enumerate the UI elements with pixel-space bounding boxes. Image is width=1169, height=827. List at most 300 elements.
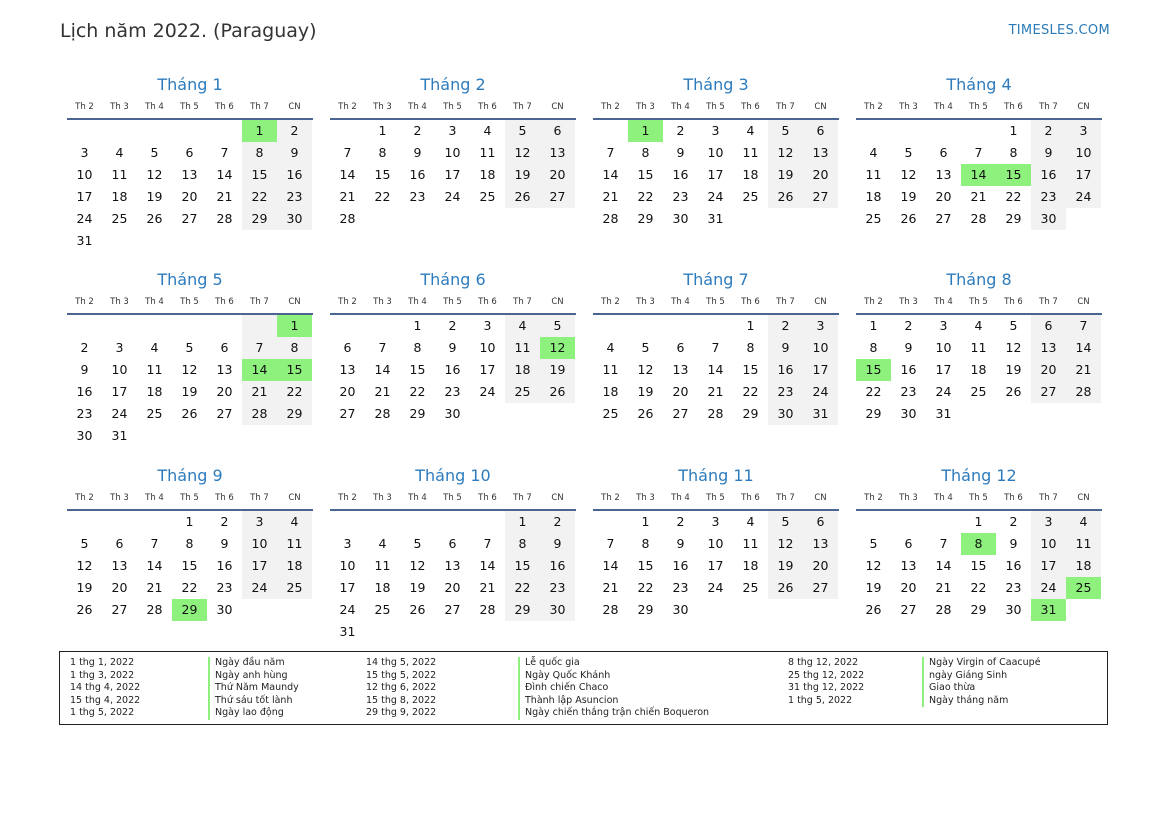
month-4 bbox=[856, 74, 1102, 230]
empty-cell bbox=[67, 511, 102, 533]
weekday-label: Th 2 bbox=[75, 102, 94, 112]
empty-cell bbox=[365, 208, 400, 230]
day-cell: 14 bbox=[1066, 337, 1101, 359]
day-cell: 13 bbox=[540, 142, 575, 164]
holiday-name: Ngày lao động bbox=[208, 707, 299, 720]
day-cell: 21 bbox=[602, 189, 619, 204]
weekday-label: Th 7 bbox=[513, 493, 532, 503]
day-cell: 29 bbox=[172, 599, 207, 621]
weekday-label: Th 2 bbox=[338, 297, 357, 307]
day-cell: 28 bbox=[339, 211, 356, 226]
weekday-label: Th 2 bbox=[864, 493, 883, 503]
day-cell: 3 bbox=[1031, 511, 1066, 533]
day-cell: 25 bbox=[277, 577, 312, 599]
day-cell: 18 bbox=[1066, 555, 1101, 577]
day-cell: 14 bbox=[707, 362, 724, 377]
empty-cell bbox=[435, 208, 470, 230]
day-cell: 30 bbox=[672, 602, 689, 617]
day-cell: 7 bbox=[1066, 315, 1101, 337]
day-cell: 14 bbox=[961, 164, 996, 186]
month-11 bbox=[593, 465, 839, 621]
day-cell: 16 bbox=[216, 558, 233, 573]
day-cell: 20 bbox=[111, 580, 128, 595]
holiday-name: Thứ sáu tốt lành bbox=[208, 695, 299, 708]
day-cell: 1 bbox=[628, 120, 663, 142]
day-cell: 18 bbox=[479, 167, 496, 182]
day-cell: 5 bbox=[413, 536, 422, 551]
site-link[interactable]: TIMESLES.COM bbox=[1008, 23, 1110, 38]
weekday-label: Th 2 bbox=[601, 297, 620, 307]
day-cell: 1 bbox=[1009, 123, 1018, 138]
day-cell: 12 bbox=[409, 558, 426, 573]
day-cell: 7 bbox=[606, 145, 615, 160]
day-cell: 2 bbox=[768, 315, 803, 337]
day-cell: 26 bbox=[409, 602, 426, 617]
day-cell: 28 bbox=[479, 602, 496, 617]
day-cell: 14 bbox=[374, 362, 391, 377]
day-cell: 4 bbox=[974, 318, 983, 333]
day-cell: 23 bbox=[540, 577, 575, 599]
day-grid bbox=[330, 315, 575, 425]
weekday-label: Th 2 bbox=[601, 102, 620, 112]
weekday-label: CN bbox=[551, 102, 564, 112]
holiday-name: ngày Giáng Sinh bbox=[922, 670, 1041, 683]
empty-cell bbox=[891, 511, 926, 533]
day-cell: 9 bbox=[768, 337, 803, 359]
day-cell: 25 bbox=[505, 381, 540, 403]
day-cell: 30 bbox=[768, 403, 803, 425]
day-cell: 15 bbox=[637, 558, 654, 573]
weekday-label: Th 6 bbox=[478, 493, 497, 503]
empty-cell bbox=[593, 120, 628, 142]
day-cell: 15 bbox=[970, 558, 987, 573]
day-cell: 9 bbox=[676, 145, 685, 160]
holiday-date: 25 thg 12, 2022 bbox=[788, 669, 865, 681]
day-cell: 15 bbox=[505, 555, 540, 577]
day-cell: 8 bbox=[378, 145, 387, 160]
day-cell: 3 bbox=[343, 536, 352, 551]
day-cell: 18 bbox=[146, 384, 163, 399]
day-cell: 11 bbox=[277, 533, 312, 555]
day-cell: 4 bbox=[746, 123, 755, 138]
day-cell: 13 bbox=[111, 558, 128, 573]
day-grid bbox=[593, 120, 838, 230]
day-cell: 9 bbox=[676, 536, 685, 551]
empty-cell bbox=[330, 315, 365, 337]
day-cell: 17 bbox=[479, 362, 496, 377]
weekday-label: CN bbox=[814, 102, 827, 112]
day-cell: 28 bbox=[374, 406, 391, 421]
day-cell: 22 bbox=[970, 580, 987, 595]
empty-cell bbox=[768, 208, 803, 230]
day-cell: 24 bbox=[444, 189, 461, 204]
day-cell: 8 bbox=[641, 536, 650, 551]
day-grid bbox=[593, 315, 838, 425]
day-cell: 21 bbox=[1066, 359, 1101, 381]
day-cell: 20 bbox=[803, 164, 838, 186]
day-cell: 28 bbox=[1066, 381, 1101, 403]
day-cell: 26 bbox=[146, 211, 163, 226]
day-cell: 16 bbox=[1031, 164, 1066, 186]
empty-cell bbox=[803, 599, 838, 621]
day-cell: 25 bbox=[146, 406, 163, 421]
holiday-date: 29 thg 9, 2022 bbox=[366, 707, 437, 719]
weekday-label: Th 2 bbox=[75, 297, 94, 307]
day-cell: 27 bbox=[216, 406, 233, 421]
day-cell: 2 bbox=[220, 514, 229, 529]
day-cell: 20 bbox=[181, 189, 198, 204]
empty-cell bbox=[768, 599, 803, 621]
day-cell: 17 bbox=[76, 189, 93, 204]
day-cell: 20 bbox=[444, 580, 461, 595]
weekday-label: Th 4 bbox=[671, 493, 690, 503]
day-cell: 3 bbox=[711, 123, 720, 138]
day-cell: 21 bbox=[216, 189, 233, 204]
day-cell: 19 bbox=[768, 555, 803, 577]
holiday-date: 1 thg 3, 2022 bbox=[70, 669, 135, 681]
holiday-date: 1 thg 1, 2022 bbox=[70, 657, 135, 668]
day-cell: 10 bbox=[76, 167, 93, 182]
day-cell: 17 bbox=[707, 167, 724, 182]
day-cell: 26 bbox=[768, 186, 803, 208]
empty-cell bbox=[172, 425, 207, 447]
day-cell: 18 bbox=[742, 558, 759, 573]
empty-cell bbox=[400, 208, 435, 230]
empty-cell bbox=[961, 403, 996, 425]
empty-cell bbox=[505, 208, 540, 230]
weekday-header bbox=[67, 291, 313, 315]
day-cell: 7 bbox=[939, 536, 948, 551]
weekday-label: Th 2 bbox=[864, 102, 883, 112]
weekday-label: Th 2 bbox=[601, 493, 620, 503]
day-cell: 29 bbox=[970, 602, 987, 617]
day-cell: 27 bbox=[672, 406, 689, 421]
day-cell: 13 bbox=[339, 362, 356, 377]
day-cell: 14 bbox=[935, 558, 952, 573]
empty-cell bbox=[540, 621, 575, 643]
day-cell: 30 bbox=[900, 406, 917, 421]
weekday-label: Th 3 bbox=[110, 493, 129, 503]
empty-cell bbox=[102, 120, 137, 142]
day-cell: 12 bbox=[865, 558, 882, 573]
day-cell: 20 bbox=[1031, 359, 1066, 381]
day-cell: 7 bbox=[711, 340, 720, 355]
weekday-label: Th 6 bbox=[741, 297, 760, 307]
weekday-label: Th 3 bbox=[110, 297, 129, 307]
empty-cell bbox=[365, 315, 400, 337]
weekday-label: Th 4 bbox=[408, 493, 427, 503]
day-cell: 19 bbox=[768, 164, 803, 186]
weekday-label: Th 6 bbox=[1004, 297, 1023, 307]
day-cell: 3 bbox=[80, 145, 89, 160]
day-cell: 15 bbox=[242, 164, 277, 186]
weekday-label: Th 3 bbox=[636, 493, 655, 503]
empty-cell bbox=[1031, 403, 1066, 425]
day-cell: 20 bbox=[339, 384, 356, 399]
day-cell: 5 bbox=[768, 511, 803, 533]
day-cell: 23 bbox=[1031, 186, 1066, 208]
day-cell: 23 bbox=[1005, 580, 1022, 595]
holiday-name: Lễ quốc gia bbox=[518, 657, 709, 670]
month-1 bbox=[67, 74, 313, 252]
month-5 bbox=[67, 269, 313, 447]
day-cell: 26 bbox=[540, 381, 575, 403]
day-cell: 10 bbox=[707, 145, 724, 160]
day-cell: 24 bbox=[479, 384, 496, 399]
day-cell: 12 bbox=[637, 362, 654, 377]
day-cell: 7 bbox=[483, 536, 492, 551]
day-cell: 30 bbox=[277, 208, 312, 230]
month-8 bbox=[856, 269, 1102, 425]
empty-cell bbox=[733, 208, 768, 230]
day-cell: 14 bbox=[479, 558, 496, 573]
day-cell: 19 bbox=[505, 164, 540, 186]
month-title: Tháng 4 bbox=[946, 75, 1012, 94]
day-cell: 15 bbox=[996, 164, 1031, 186]
holiday-list bbox=[59, 651, 1108, 725]
day-cell: 7 bbox=[606, 536, 615, 551]
day-cell: 4 bbox=[115, 145, 124, 160]
day-cell: 11 bbox=[1066, 533, 1101, 555]
day-grid bbox=[856, 315, 1101, 425]
day-cell: 20 bbox=[540, 164, 575, 186]
empty-cell bbox=[540, 403, 575, 425]
weekday-label: Th 5 bbox=[443, 102, 462, 112]
month-2 bbox=[330, 74, 576, 230]
day-grid bbox=[67, 315, 312, 447]
day-cell: 10 bbox=[935, 340, 952, 355]
day-cell: 8 bbox=[961, 533, 996, 555]
day-cell: 8 bbox=[242, 142, 277, 164]
weekday-label: Th 7 bbox=[250, 493, 269, 503]
day-cell: 4 bbox=[378, 536, 387, 551]
empty-cell bbox=[137, 511, 172, 533]
holiday-date: 1 thg 5, 2022 bbox=[788, 694, 853, 706]
day-cell: 7 bbox=[150, 536, 159, 551]
empty-cell bbox=[1066, 599, 1101, 621]
day-cell: 29 bbox=[637, 602, 654, 617]
day-cell: 27 bbox=[803, 186, 838, 208]
day-cell: 16 bbox=[672, 558, 689, 573]
weekday-label: Th 4 bbox=[671, 297, 690, 307]
empty-cell bbox=[698, 599, 733, 621]
weekday-header bbox=[593, 291, 839, 315]
day-cell: 9 bbox=[1009, 536, 1018, 551]
weekday-label: Th 3 bbox=[636, 102, 655, 112]
day-cell: 31 bbox=[803, 403, 838, 425]
day-cell: 13 bbox=[672, 362, 689, 377]
holiday-date: 14 thg 5, 2022 bbox=[366, 657, 437, 668]
day-cell: 27 bbox=[1031, 381, 1066, 403]
day-cell: 30 bbox=[1005, 602, 1022, 617]
day-cell: 19 bbox=[146, 189, 163, 204]
day-cell: 30 bbox=[76, 428, 93, 443]
day-cell: 16 bbox=[277, 164, 312, 186]
day-cell: 21 bbox=[479, 580, 496, 595]
day-cell: 15 bbox=[742, 362, 759, 377]
day-cell: 17 bbox=[242, 555, 277, 577]
day-cell: 29 bbox=[742, 406, 759, 421]
day-cell: 17 bbox=[1066, 164, 1101, 186]
empty-cell bbox=[172, 315, 207, 337]
day-cell: 6 bbox=[803, 120, 838, 142]
day-cell: 22 bbox=[505, 577, 540, 599]
weekday-label: Th 5 bbox=[969, 102, 988, 112]
day-cell: 26 bbox=[181, 406, 198, 421]
day-cell: 5 bbox=[1009, 318, 1018, 333]
weekday-label: Th 6 bbox=[478, 102, 497, 112]
empty-cell bbox=[365, 621, 400, 643]
day-cell: 29 bbox=[637, 211, 654, 226]
day-cell: 25 bbox=[111, 211, 128, 226]
day-cell: 30 bbox=[672, 211, 689, 226]
day-cell: 26 bbox=[637, 406, 654, 421]
day-cell: 27 bbox=[181, 211, 198, 226]
day-cell: 14 bbox=[339, 167, 356, 182]
day-cell: 31 bbox=[707, 211, 724, 226]
day-cell: 4 bbox=[150, 340, 159, 355]
day-cell: 1 bbox=[974, 514, 983, 529]
empty-cell bbox=[207, 315, 242, 337]
holiday-date: 31 thg 12, 2022 bbox=[788, 682, 865, 694]
day-cell: 12 bbox=[76, 558, 93, 573]
day-cell: 28 bbox=[216, 211, 233, 226]
empty-cell bbox=[996, 403, 1031, 425]
day-cell: 6 bbox=[540, 120, 575, 142]
day-cell: 17 bbox=[339, 580, 356, 595]
empty-cell bbox=[505, 621, 540, 643]
weekday-label: Th 7 bbox=[1039, 102, 1058, 112]
day-cell: 17 bbox=[707, 558, 724, 573]
day-cell: 8 bbox=[641, 145, 650, 160]
holiday-name: Đình chiến Chaco bbox=[518, 682, 709, 695]
day-cell: 11 bbox=[865, 167, 882, 182]
weekday-label: CN bbox=[1077, 297, 1090, 307]
empty-cell bbox=[330, 511, 365, 533]
day-cell: 2 bbox=[676, 123, 685, 138]
weekday-label: Th 6 bbox=[741, 102, 760, 112]
weekday-label: Th 5 bbox=[180, 493, 199, 503]
holiday-name: Giao thừa bbox=[922, 682, 1041, 695]
day-cell: 16 bbox=[900, 362, 917, 377]
empty-cell bbox=[961, 120, 996, 142]
day-cell: 13 bbox=[444, 558, 461, 573]
month-title: Tháng 11 bbox=[678, 466, 754, 485]
empty-cell bbox=[628, 315, 663, 337]
day-cell: 24 bbox=[935, 384, 952, 399]
day-cell: 25 bbox=[865, 211, 882, 226]
day-cell: 10 bbox=[444, 145, 461, 160]
month-title: Tháng 9 bbox=[157, 466, 223, 485]
weekday-label: Th 4 bbox=[934, 297, 953, 307]
day-cell: 29 bbox=[277, 403, 312, 425]
day-cell: 4 bbox=[606, 340, 615, 355]
day-cell: 2 bbox=[904, 318, 913, 333]
day-cell: 10 bbox=[707, 536, 724, 551]
holiday-name: Ngày anh hùng bbox=[208, 670, 299, 683]
day-cell: 23 bbox=[216, 580, 233, 595]
empty-cell bbox=[207, 230, 242, 252]
day-cell: 2 bbox=[1031, 120, 1066, 142]
weekday-label: Th 4 bbox=[408, 102, 427, 112]
empty-cell bbox=[102, 230, 137, 252]
empty-cell bbox=[137, 120, 172, 142]
day-cell: 1 bbox=[641, 514, 650, 529]
day-cell: 6 bbox=[1031, 315, 1066, 337]
weekday-label: Th 6 bbox=[215, 493, 234, 503]
holiday-date: 8 thg 12, 2022 bbox=[788, 657, 859, 668]
day-cell: 3 bbox=[1066, 120, 1101, 142]
weekday-label: Th 7 bbox=[776, 493, 795, 503]
day-cell: 28 bbox=[602, 211, 619, 226]
weekday-label: Th 3 bbox=[110, 102, 129, 112]
month-title: Tháng 1 bbox=[157, 75, 223, 94]
day-cell: 18 bbox=[602, 384, 619, 399]
day-cell: 16 bbox=[76, 384, 93, 399]
day-cell: 31 bbox=[339, 624, 356, 639]
empty-cell bbox=[540, 208, 575, 230]
day-cell: 5 bbox=[185, 340, 194, 355]
day-cell: 27 bbox=[900, 602, 917, 617]
day-cell: 1 bbox=[277, 315, 312, 337]
holiday-name: Ngày tháng năm bbox=[922, 695, 1041, 708]
day-cell: 6 bbox=[676, 340, 685, 355]
day-cell: 6 bbox=[939, 145, 948, 160]
day-cell: 19 bbox=[1005, 362, 1022, 377]
day-cell: 23 bbox=[768, 381, 803, 403]
day-cell: 11 bbox=[505, 337, 540, 359]
day-cell: 22 bbox=[181, 580, 198, 595]
day-cell: 14 bbox=[216, 167, 233, 182]
day-cell: 28 bbox=[602, 602, 619, 617]
empty-cell bbox=[137, 315, 172, 337]
weekday-label: CN bbox=[551, 297, 564, 307]
weekday-label: Th 5 bbox=[706, 102, 725, 112]
day-cell: 19 bbox=[540, 359, 575, 381]
holiday-date: 14 thg 4, 2022 bbox=[70, 682, 141, 694]
day-cell: 11 bbox=[970, 340, 987, 355]
day-cell: 8 bbox=[869, 340, 878, 355]
day-cell: 13 bbox=[216, 362, 233, 377]
day-cell: 15 bbox=[181, 558, 198, 573]
weekday-label: Th 4 bbox=[145, 297, 164, 307]
day-cell: 19 bbox=[181, 384, 198, 399]
day-cell: 29 bbox=[865, 406, 882, 421]
day-cell: 30 bbox=[216, 602, 233, 617]
day-cell: 12 bbox=[181, 362, 198, 377]
day-cell: 20 bbox=[935, 189, 952, 204]
day-cell: 6 bbox=[904, 536, 913, 551]
day-cell: 31 bbox=[111, 428, 128, 443]
day-cell: 24 bbox=[242, 577, 277, 599]
day-cell: 15 bbox=[277, 359, 312, 381]
weekday-header bbox=[67, 96, 313, 120]
weekday-label: CN bbox=[288, 102, 301, 112]
day-cell: 2 bbox=[448, 318, 457, 333]
day-cell: 1 bbox=[378, 123, 387, 138]
day-cell: 17 bbox=[935, 362, 952, 377]
holiday-dates-column bbox=[366, 657, 436, 720]
weekday-label: Th 2 bbox=[338, 102, 357, 112]
day-cell: 24 bbox=[111, 406, 128, 421]
day-grid bbox=[67, 511, 312, 621]
day-cell: 9 bbox=[904, 340, 913, 355]
empty-cell bbox=[242, 599, 277, 621]
day-cell: 19 bbox=[900, 189, 917, 204]
day-cell: 9 bbox=[448, 340, 457, 355]
month-title: Tháng 5 bbox=[157, 270, 223, 289]
day-cell: 15 bbox=[409, 362, 426, 377]
